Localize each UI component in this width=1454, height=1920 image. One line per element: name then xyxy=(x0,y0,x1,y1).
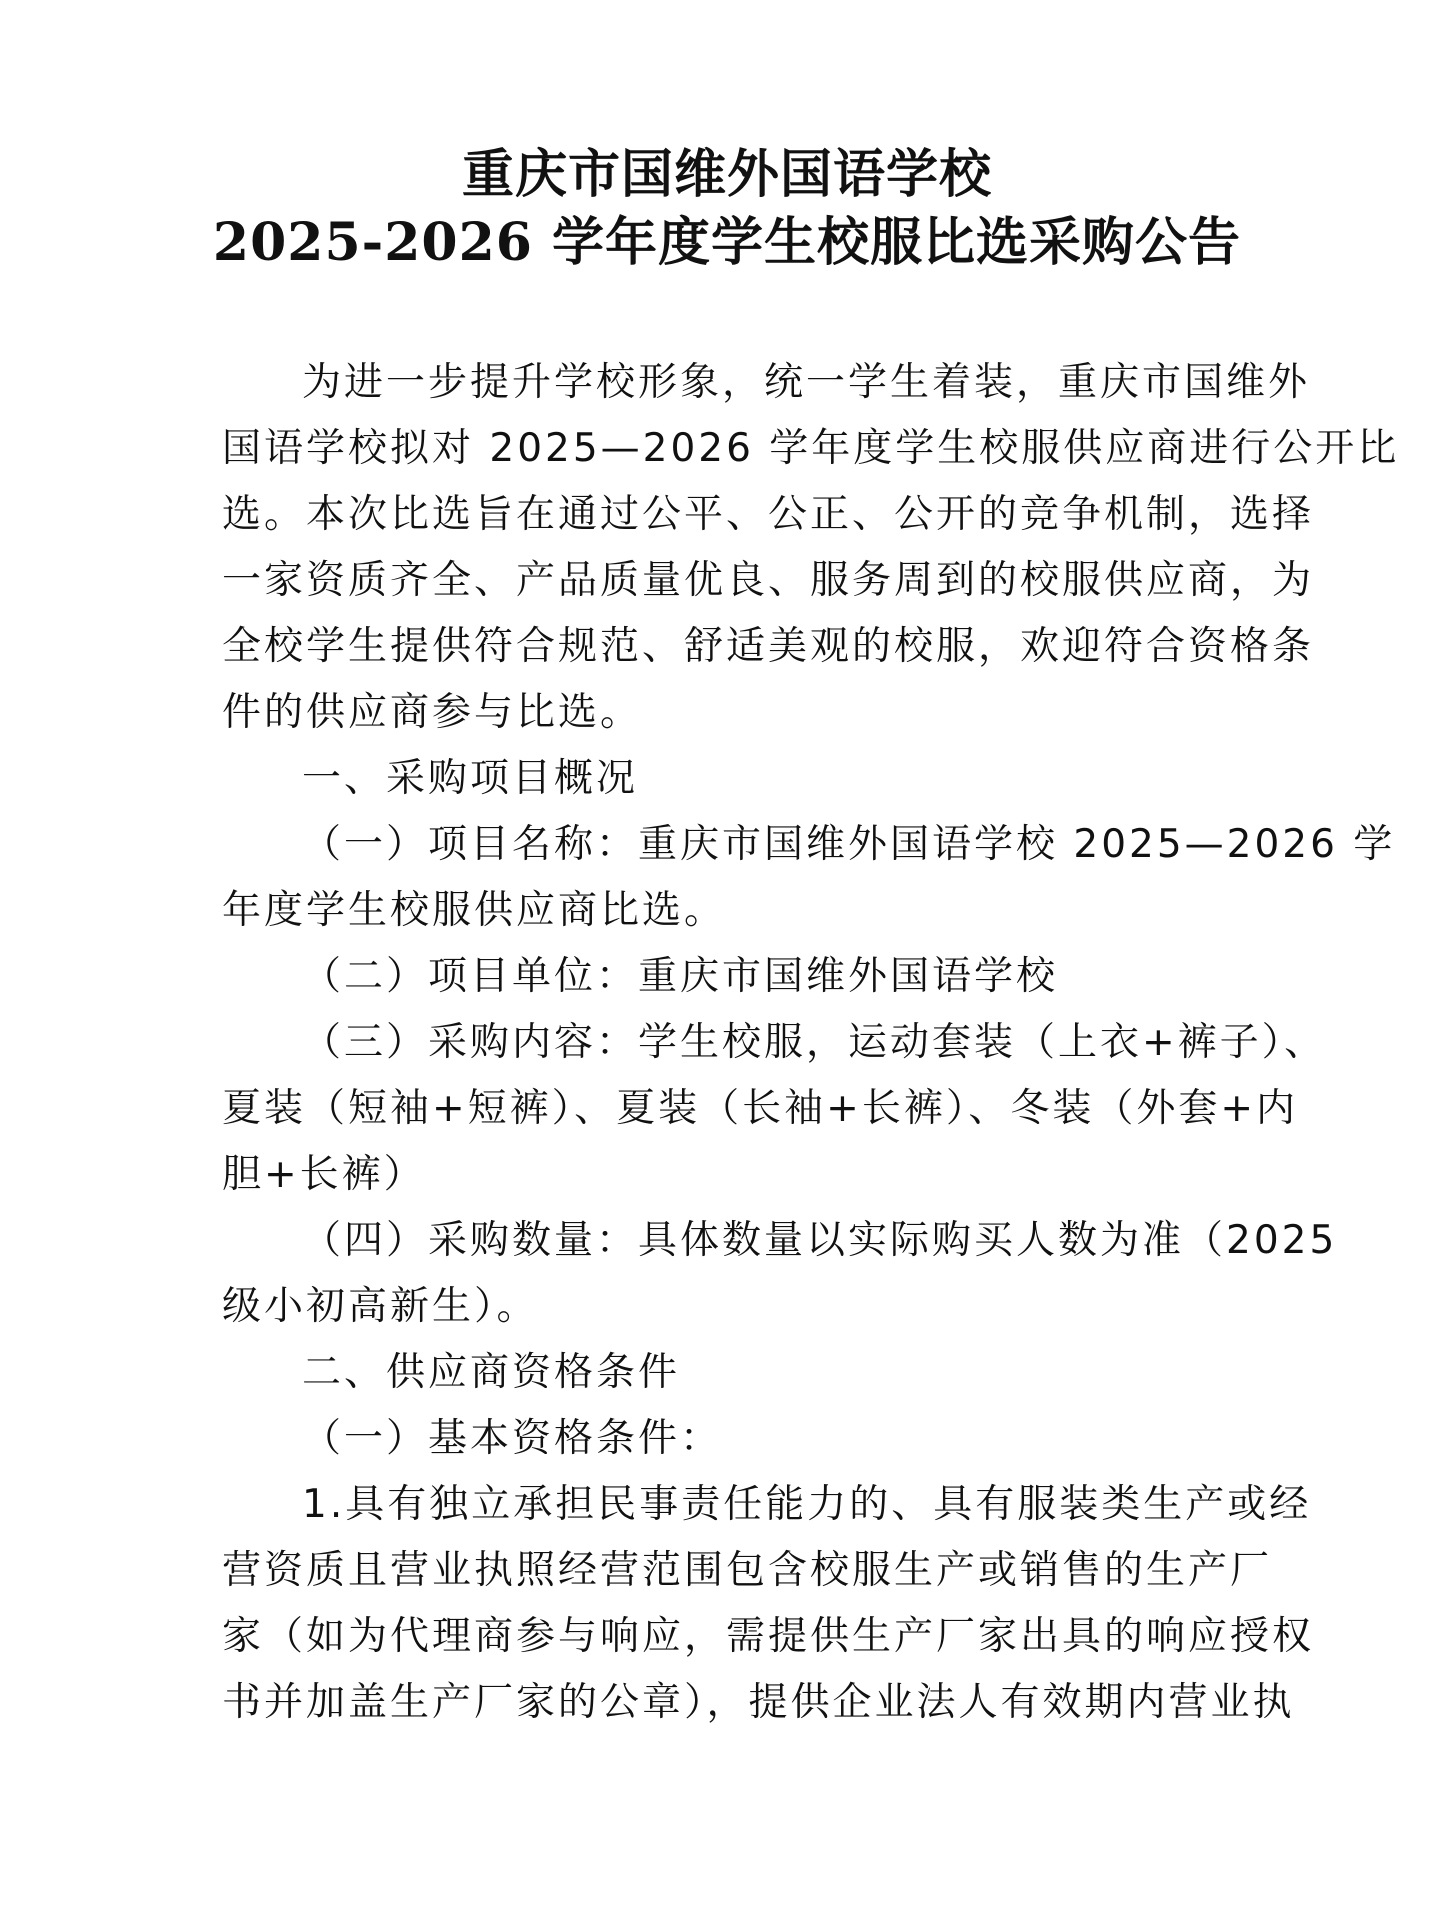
paragraph-line: 胆+长裤） xyxy=(222,1152,426,1197)
paragraph-line: 级小初高新生）。 xyxy=(222,1284,539,1329)
paragraph-line: （二）项目单位：重庆市国维外国语学校 xyxy=(302,954,1059,999)
paragraph-line: （一）基本资格条件： xyxy=(302,1416,723,1461)
document-body xyxy=(222,350,1400,1736)
paragraph-line: 国语学校拟对 2025—2026 学年度学生校服供应商进行公开比 xyxy=(222,426,1400,471)
paragraph-line: 全校学生提供符合规范、舒适美观的校服，欢迎符合资格条 xyxy=(222,624,1315,669)
section-heading-1: 一、采购项目概况 xyxy=(302,756,639,801)
document-title-line-2: 2025-2026 学年度学生校服比选采购公告 xyxy=(212,212,1242,273)
paragraph-line: 件的供应商参与比选。 xyxy=(222,690,643,735)
paragraph-line: 一家资质齐全、产品质量优良、服务周到的校服供应商，为 xyxy=(222,558,1315,603)
document-title-line-1: 重庆市国维外国语学校 xyxy=(461,144,992,205)
paragraph-line: 1.具有独立承担民事责任能力的、具有服装类生产或经 xyxy=(302,1482,1312,1527)
paragraph-line: 营资质且营业执照经营范围包含校服生产或销售的生产厂 xyxy=(222,1548,1273,1593)
section-heading-2: 二、供应商资格条件 xyxy=(302,1350,681,1395)
paragraph-line: 家（如为代理商参与响应，需提供生产厂家出具的响应授权 xyxy=(222,1614,1315,1659)
paragraph-line: 书并加盖生产厂家的公章），提供企业法人有效期内营业执 xyxy=(222,1680,1295,1725)
paragraph-line: 为进一步提升学校形象，统一学生着装，重庆市国维外 xyxy=(302,360,1311,405)
paragraph-line: 选。本次比选旨在通过公平、公正、公开的竞争机制，选择 xyxy=(222,492,1315,537)
paragraph-line: 夏装（短袖+短裤）、夏装（长袖+长裤）、冬装（外套+内 xyxy=(222,1086,1299,1131)
paragraph-line: （四）采购数量：具体数量以实际购买人数为准（2025 xyxy=(302,1218,1338,1263)
paragraph-line: 年度学生校服供应商比选。 xyxy=(222,888,727,933)
paragraph-line: （一）项目名称：重庆市国维外国语学校 2025—2026 学 xyxy=(302,822,1396,867)
paragraph-line: （三）采购内容：学生校服，运动套装（上衣+裤子）、 xyxy=(302,1020,1327,1065)
